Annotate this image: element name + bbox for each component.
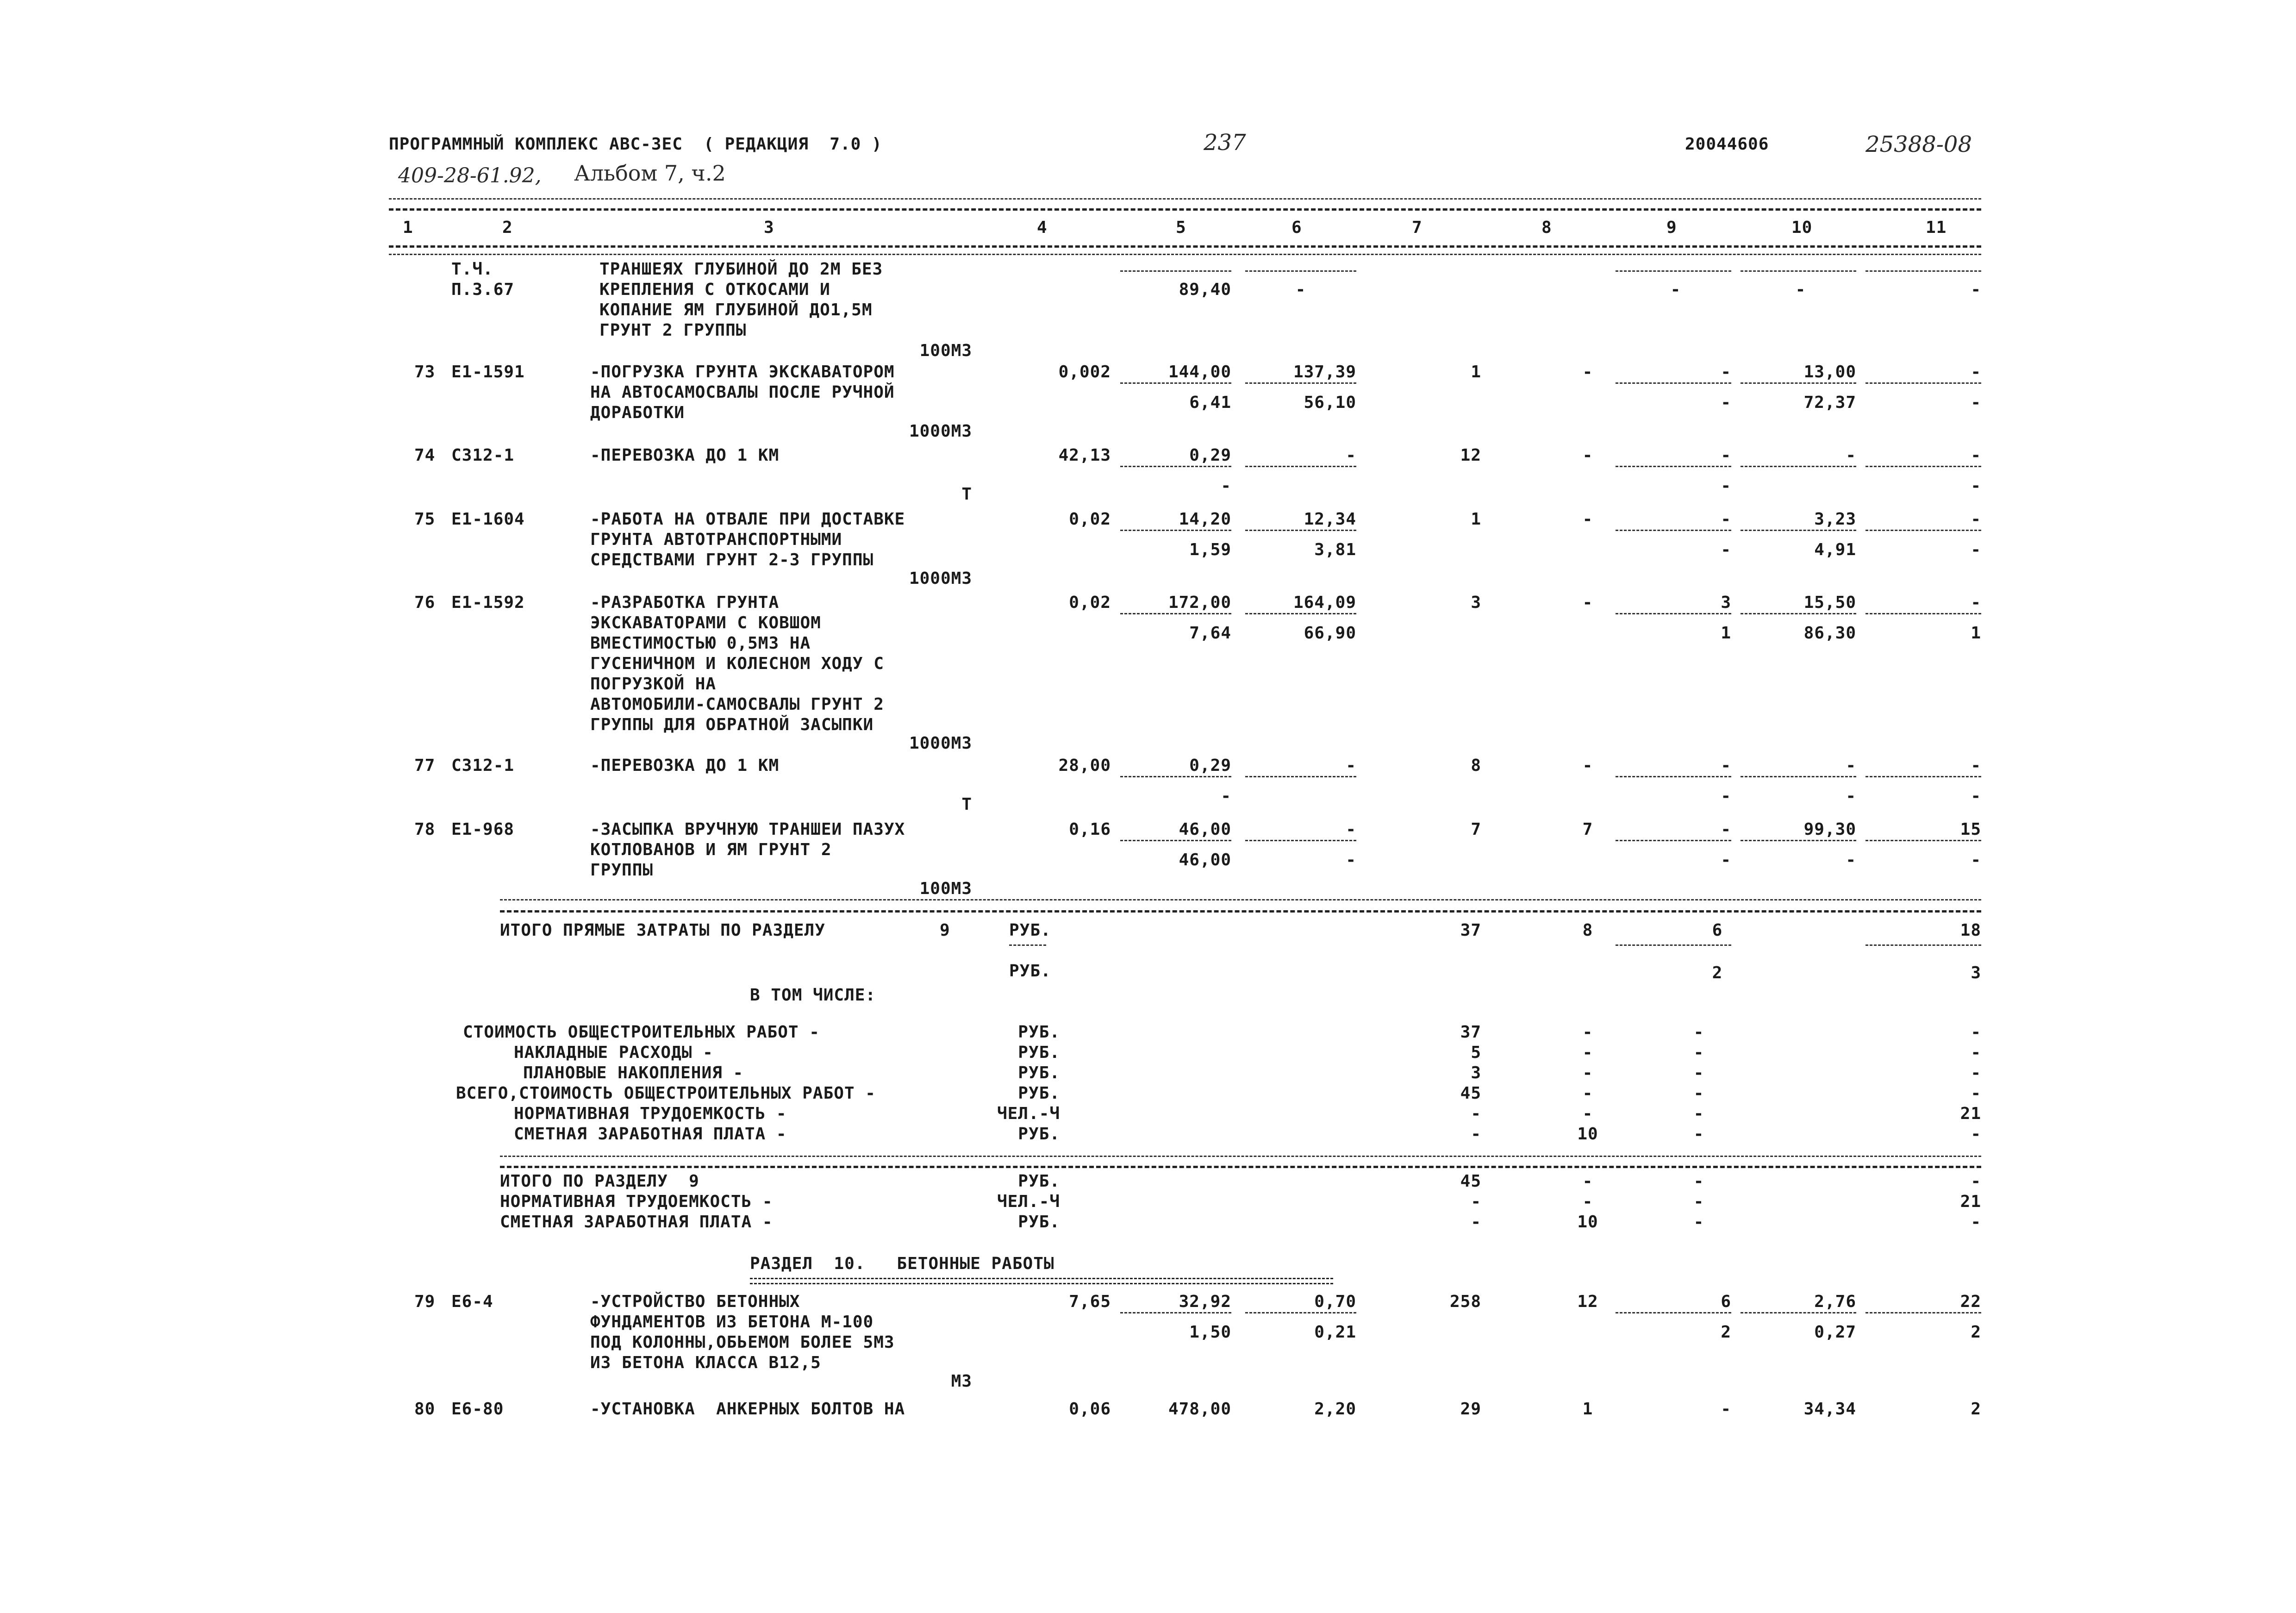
breakdown-col9: - [1693, 1084, 1704, 1103]
item-rule-6 [1245, 1312, 1356, 1313]
item-col6-price: 12,34 [1304, 510, 1356, 529]
item-rule-5 [1120, 530, 1231, 531]
item-description-line: -РАБОТА НА ОТВАЛЕ ПРИ ДОСТАВКЕ [590, 510, 905, 529]
item-quantity: 0,06 [1069, 1400, 1111, 1419]
total-direct-col7: 37 [1460, 921, 1481, 940]
item-col7: 258 [1449, 1292, 1481, 1311]
section-total-label: НОРМАТИВНАЯ ТРУДОЕМКОСТЬ - [500, 1192, 773, 1211]
item-col10-wage: 4,91 [1814, 540, 1856, 559]
item-col9: 6 [1721, 1292, 1731, 1311]
item-col6-price: 2,20 [1314, 1400, 1356, 1419]
item-col10: 2,76 [1814, 1292, 1856, 1311]
total-direct-col9b: 2 [1712, 963, 1723, 982]
cont-col11: - [1971, 280, 1981, 299]
section-total-col9: - [1693, 1213, 1704, 1232]
item-code: Е6-4 [451, 1292, 493, 1311]
item-col11: 15 [1960, 820, 1981, 839]
including-label: В ТОМ ЧИСЛЕ: [750, 986, 876, 1005]
item-col11-wage: - [1971, 393, 1981, 412]
item-col8: - [1582, 593, 1593, 612]
item-quantity: 7,65 [1069, 1292, 1111, 1311]
item-rule-9 [1616, 776, 1731, 777]
item-col8: - [1582, 756, 1593, 775]
item-col6-wage: - [1346, 850, 1356, 869]
item-col10: 15,50 [1803, 593, 1856, 612]
item-description-line: ГУСЕНИЧНОМ И КОЛЕСНОМ ХОДУ С [590, 654, 884, 673]
breakdown-col9: - [1693, 1043, 1704, 1062]
album-label: Альбом 7, ч.2 [574, 161, 726, 186]
header-rule-bottom-2 [389, 254, 1981, 255]
item-rule-10 [1741, 466, 1856, 467]
breakdown-col7: - [1471, 1104, 1481, 1123]
item-description-line: КОТЛОВАНОВ И ЯМ ГРУНТ 2 [590, 840, 832, 859]
breakdown-col9: - [1693, 1023, 1704, 1042]
item-code: С312-1 [451, 756, 515, 775]
item-col11: - [1971, 363, 1981, 381]
item-rule-5 [1120, 382, 1231, 384]
page-number: 237 [1204, 130, 1246, 156]
item-quantity: 28,00 [1058, 756, 1111, 775]
item-description-line: ДОРАБОТКИ [590, 403, 685, 422]
item-rule-6 [1245, 466, 1356, 467]
total-direct-col11a: 18 [1960, 921, 1981, 940]
total-direct-rule-11 [1866, 944, 1981, 946]
item-description-line: АВТОМОБИЛИ-САМОСВАЛЫ ГРУНТ 2 [590, 695, 884, 714]
item-description-line: ГРУНТА АВТОТРАНСПОРТНЫМИ [590, 530, 842, 549]
item-rule-6 [1245, 840, 1356, 841]
program-title: ПРОГРАММНЫЙ КОМПЛЕКС АВС-3ЕС ( РЕДАКЦИЯ 7.0 ) [389, 135, 882, 154]
total-direct-col8: 8 [1582, 921, 1593, 940]
column-number-7: 7 [1412, 218, 1423, 237]
item-col9-wage: - [1721, 787, 1731, 806]
breakdown-col8: - [1582, 1104, 1593, 1123]
breakdown-unit: РУБ. [1018, 1023, 1060, 1042]
item-number: 76 [414, 593, 436, 612]
breakdown-col11: - [1971, 1023, 1981, 1042]
item-rule-5 [1120, 776, 1231, 777]
item-col5-price: 478,00 [1168, 1400, 1231, 1419]
cont-unit: 100М3 [919, 341, 972, 360]
breakdown-unit: РУБ. [1018, 1084, 1060, 1103]
item-col6-price: - [1346, 756, 1356, 775]
section-total-col8: 10 [1577, 1213, 1598, 1232]
item-rule-5 [1120, 840, 1231, 841]
item-col9: - [1721, 756, 1731, 775]
item-col10: 99,30 [1803, 820, 1856, 839]
breakdown-col11: - [1971, 1125, 1981, 1144]
item-rule-6 [1245, 530, 1356, 531]
item-col8: - [1582, 446, 1593, 465]
item-description-line: -ЗАСЫПКА ВРУЧНУЮ ТРАНШЕИ ПАЗУХ [590, 820, 905, 839]
cont-rule-11 [1866, 270, 1981, 272]
column-number-2: 2 [502, 218, 513, 237]
item-col11-wage: - [1971, 540, 1981, 559]
total-direct-section: 9 [940, 921, 950, 940]
cont-description-line: ГРУНТ 2 ГРУППЫ [599, 321, 747, 340]
item-col10: - [1846, 756, 1856, 775]
item-rule-6 [1245, 776, 1356, 777]
item-rule-10 [1741, 776, 1856, 777]
item-col6-wage: 3,81 [1314, 540, 1356, 559]
item-col8: - [1582, 510, 1593, 529]
item-col10: 13,00 [1803, 363, 1856, 381]
item-unit: Т [961, 795, 972, 814]
item-rule-11 [1866, 776, 1981, 777]
item-description-line: ИЗ БЕТОНА КЛАССА В12,5 [590, 1353, 821, 1372]
breakdown-col9: - [1693, 1063, 1704, 1082]
item-col9-wage: - [1721, 476, 1731, 495]
cont-col10: - [1795, 280, 1806, 299]
breakdown-col11: - [1971, 1084, 1981, 1103]
breakdown-col8: 10 [1577, 1125, 1598, 1144]
section-total-col9: - [1693, 1172, 1704, 1191]
item-description-line: ВМЕСТИМОСТЬЮ 0,5М3 НА [590, 634, 811, 653]
breakdown-label: НОРМАТИВНАЯ ТРУДОЕМКОСТЬ - [514, 1104, 787, 1123]
item-description-line: -ПЕРЕВОЗКА ДО 1 КМ [590, 446, 780, 465]
total-direct-col11b: 3 [1971, 963, 1981, 982]
section-total-col11: - [1971, 1213, 1981, 1232]
item-rule-11 [1866, 530, 1981, 531]
item-rule-11 [1866, 382, 1981, 384]
item-col7: 1 [1471, 510, 1481, 529]
item-unit: 100М3 [919, 879, 972, 898]
item-col7: 1 [1471, 363, 1481, 381]
item-description-line: -ПЕРЕВОЗКА ДО 1 КМ [590, 756, 780, 775]
total-direct-unit-1: РУБ. [1009, 921, 1051, 940]
breakdown-col8: - [1582, 1084, 1593, 1103]
cont-item-code: П.3.67 [451, 280, 515, 299]
item-rule-10 [1741, 840, 1856, 841]
section-total-col7: - [1471, 1213, 1481, 1232]
breakdown-col8: - [1582, 1063, 1593, 1082]
breakdown-unit: ЧЕЛ.-Ч [997, 1104, 1060, 1123]
item-col9: - [1721, 1400, 1731, 1419]
column-number-8: 8 [1541, 218, 1552, 237]
item-quantity: 0,02 [1069, 510, 1111, 529]
item-col10-wage: - [1846, 787, 1856, 806]
item-col7: 7 [1471, 820, 1481, 839]
item-rule-9 [1616, 382, 1731, 384]
item-number: 75 [414, 510, 436, 529]
item-col11: 2 [1971, 1400, 1981, 1419]
item-code: С312-1 [451, 446, 515, 465]
item-col9: 3 [1721, 593, 1731, 612]
cont-rule-10 [1741, 270, 1856, 272]
breakdown-label: НАКЛАДНЫЕ РАСХОДЫ - [514, 1043, 713, 1062]
section-total-col11: - [1971, 1172, 1981, 1191]
item-col6-price: 0,70 [1314, 1292, 1356, 1311]
item-col10-wage: 72,37 [1803, 393, 1856, 412]
item-rule-5 [1120, 1312, 1231, 1313]
item-number: 79 [414, 1292, 436, 1311]
item-col7: 29 [1460, 1400, 1481, 1419]
item-col7: 3 [1471, 593, 1481, 612]
item-col9: - [1721, 446, 1731, 465]
cont-description-line: ТРАНШЕЯХ ГЛУБИНОЙ ДО 2М БЕЗ [599, 260, 883, 279]
item-description-line: ПОГРУЗКОЙ НА [590, 675, 717, 694]
item-col10: - [1846, 446, 1856, 465]
handwritten-reference: 409-28-61.92, [398, 164, 542, 188]
breakdown-label: ВСЕГО,СТОИМОСТЬ ОБЩЕСТРОИТЕЛЬНЫХ РАБОТ - [456, 1084, 876, 1103]
item-col9-wage: - [1721, 540, 1731, 559]
breakdown-col7: 5 [1471, 1043, 1481, 1062]
section-10-title: РАЗДЕЛ 10. БЕТОННЫЕ РАБОТЫ [750, 1254, 1054, 1273]
item-description-line: ФУНДАМЕНТОВ ИЗ БЕТОНА М-100 [590, 1313, 874, 1332]
item-rule-6 [1245, 613, 1356, 614]
item-col7: 8 [1471, 756, 1481, 775]
cont-item-number: Т.Ч. [451, 260, 493, 279]
item-col11: - [1971, 510, 1981, 529]
breakdown-rule-dotted [500, 1156, 1981, 1157]
item-code: Е1-1604 [451, 510, 525, 529]
cont-description-line: КРЕПЛЕНИЯ С ОТКОСАМИ И [599, 280, 830, 299]
column-number-6: 6 [1292, 218, 1302, 237]
item-col7: 12 [1460, 446, 1481, 465]
total-direct-unit-rule [1009, 944, 1046, 946]
total-direct-unit-2: РУБ. [1009, 962, 1051, 981]
breakdown-col8: - [1582, 1023, 1593, 1042]
item-col8: 1 [1582, 1400, 1593, 1419]
item-rule-10 [1741, 1312, 1856, 1313]
cont-description-line: КОПАНИЕ ЯМ ГЛУБИНОЙ ДО1,5М [599, 300, 873, 319]
item-col10-wage: - [1846, 850, 1856, 869]
item-col6-wage: 56,10 [1304, 393, 1356, 412]
item-description-line: ЭКСКАВАТОРАМИ С КОВШОМ [590, 613, 821, 632]
item-col8: - [1582, 363, 1593, 381]
item-rule-5 [1120, 613, 1231, 614]
item-col10-wage: 86,30 [1803, 624, 1856, 643]
section-total-col11: 21 [1960, 1192, 1981, 1211]
item-col11: 22 [1960, 1292, 1981, 1311]
item-col5-wage: 7,64 [1189, 624, 1231, 643]
total-direct-col9a: 6 [1712, 921, 1723, 940]
item-description-line: ГРУППЫ [590, 861, 654, 880]
item-rule-9 [1616, 530, 1731, 531]
breakdown-col9: - [1693, 1125, 1704, 1144]
section-total-unit: РУБ. [1018, 1213, 1060, 1232]
item-col9-wage: - [1721, 850, 1731, 869]
item-code: Е1-1591 [451, 363, 525, 381]
cont-rule-5 [1120, 270, 1231, 272]
item-col9-wage: 1 [1721, 624, 1731, 643]
section-total-col8: - [1582, 1172, 1593, 1191]
item-col6-price: 137,39 [1293, 363, 1356, 381]
breakdown-col8: - [1582, 1043, 1593, 1062]
item-col9: - [1721, 363, 1731, 381]
item-quantity: 0,16 [1069, 820, 1111, 839]
item-col5-wage: - [1221, 787, 1231, 806]
item-code: Е1-968 [451, 820, 515, 839]
item-rule-5 [1120, 466, 1231, 467]
item-col5-wage: - [1221, 476, 1231, 495]
cont-col9: - [1670, 280, 1681, 299]
breakdown-col7: - [1471, 1125, 1481, 1144]
breakdown-rule [500, 1166, 1981, 1168]
item-code: Е6-80 [451, 1400, 504, 1419]
item-rule-10 [1741, 530, 1856, 531]
item-unit: М3 [951, 1372, 972, 1391]
breakdown-label: ПЛАНОВЫЕ НАКОПЛЕНИЯ - [523, 1063, 744, 1082]
header-rule-dotted [389, 198, 1981, 200]
section-total-label: СМЕТНАЯ ЗАРАБОТНАЯ ПЛАТА - [500, 1213, 773, 1232]
item-col5-price: 46,00 [1179, 820, 1231, 839]
cont-col5: 89,40 [1179, 280, 1231, 299]
item-rule-11 [1866, 1312, 1981, 1313]
item-number: 73 [414, 363, 436, 381]
breakdown-col7: 37 [1460, 1023, 1481, 1042]
section-total-col7: 45 [1460, 1172, 1481, 1191]
cont-col6: - [1295, 280, 1306, 299]
item-description-line: НА АВТОСАМОСВАЛЫ ПОСЛЕ РУЧНОЙ [590, 383, 895, 402]
item-col5-wage: 1,50 [1189, 1323, 1231, 1342]
item-number: 78 [414, 820, 436, 839]
item-quantity: 0,02 [1069, 593, 1111, 612]
item-rule-9 [1616, 466, 1731, 467]
item-col5-price: 144,00 [1168, 363, 1231, 381]
breakdown-unit: РУБ. [1018, 1063, 1060, 1082]
item-quantity: 0,002 [1058, 363, 1111, 381]
item-unit: 1000М3 [909, 422, 972, 441]
item-col11: - [1971, 446, 1981, 465]
item-rule-11 [1866, 840, 1981, 841]
totals-rule [500, 910, 1981, 913]
item-col5-price: 172,00 [1168, 593, 1231, 612]
item-number: 74 [414, 446, 436, 465]
column-number-5: 5 [1176, 218, 1186, 237]
item-col11-wage: - [1971, 850, 1981, 869]
breakdown-col11: - [1971, 1063, 1981, 1082]
column-number-11: 11 [1926, 218, 1947, 237]
item-rule-9 [1616, 1312, 1731, 1313]
breakdown-label: СМЕТНАЯ ЗАРАБОТНАЯ ПЛАТА - [514, 1125, 787, 1144]
breakdown-unit: РУБ. [1018, 1125, 1060, 1144]
breakdown-col9: - [1693, 1104, 1704, 1123]
item-col10: 3,23 [1814, 510, 1856, 529]
item-col10: 34,34 [1803, 1400, 1856, 1419]
column-number-1: 1 [403, 218, 413, 237]
item-col6-price: - [1346, 446, 1356, 465]
item-description-line: -УСТРОЙСТВО БЕТОННЫХ [590, 1292, 800, 1311]
item-col9-wage: - [1721, 393, 1731, 412]
section-total-unit: ЧЕЛ.-Ч [997, 1192, 1060, 1211]
item-col5-price: 0,29 [1189, 446, 1231, 465]
item-rule-11 [1866, 613, 1981, 614]
item-col8: 12 [1577, 1292, 1598, 1311]
item-rule-11 [1866, 466, 1981, 467]
item-unit: Т [961, 485, 972, 504]
item-col5-wage: 6,41 [1189, 393, 1231, 412]
item-rule-10 [1741, 613, 1856, 614]
breakdown-label: СТОИМОСТЬ ОБЩЕСТРОИТЕЛЬНЫХ РАБОТ - [463, 1023, 820, 1042]
column-number-3: 3 [764, 218, 774, 237]
item-number: 77 [414, 756, 436, 775]
section-total-col7: - [1471, 1192, 1481, 1211]
item-col6-wage: 66,90 [1304, 624, 1356, 643]
item-description-line: ГРУППЫ ДЛЯ ОБРАТНОЙ ЗАСЫПКИ [590, 715, 874, 734]
item-description-line: -ПОГРУЗКА ГРУНТА ЭКСКАВАТОРОМ [590, 363, 895, 381]
item-col6-price: 164,09 [1293, 593, 1356, 612]
item-col5-wage: 46,00 [1179, 850, 1231, 869]
item-rule-10 [1741, 382, 1856, 384]
item-rule-9 [1616, 613, 1731, 614]
item-col11-wage: 1 [1971, 624, 1981, 643]
breakdown-unit: РУБ. [1018, 1043, 1060, 1062]
total-direct-label: ИТОГО ПРЯМЫЕ ЗАТРАТЫ ПО РАЗДЕЛУ [500, 921, 825, 940]
item-col9-wage: 2 [1721, 1323, 1731, 1342]
breakdown-col7: 45 [1460, 1084, 1481, 1103]
item-rule-6 [1245, 382, 1356, 384]
item-col9: - [1721, 510, 1731, 529]
item-col5-price: 14,20 [1179, 510, 1231, 529]
item-quantity: 42,13 [1058, 446, 1111, 465]
item-col11-wage: 2 [1971, 1323, 1981, 1342]
item-description-line: -УСТАНОВКА АНКЕРНЫХ БОЛТОВ НА [590, 1400, 905, 1419]
item-number: 80 [414, 1400, 436, 1419]
column-number-10: 10 [1791, 218, 1813, 237]
item-col11: - [1971, 593, 1981, 612]
item-description-line: СРЕДСТВАМИ ГРУНТ 2-3 ГРУППЫ [590, 550, 874, 569]
breakdown-col11: 21 [1960, 1104, 1981, 1123]
item-col8: 7 [1582, 820, 1593, 839]
item-col10-wage: 0,27 [1814, 1323, 1856, 1342]
column-number-4: 4 [1037, 218, 1048, 237]
item-description-line: -РАЗРАБОТКА ГРУНТА [590, 593, 780, 612]
breakdown-col7: 3 [1471, 1063, 1481, 1082]
item-col5-price: 32,92 [1179, 1292, 1231, 1311]
section-10-underline [750, 1278, 1333, 1284]
cont-rule-6 [1245, 270, 1356, 272]
item-col5-wage: 1,59 [1189, 540, 1231, 559]
item-unit: 1000М3 [909, 734, 972, 753]
item-col6-wage: 0,21 [1314, 1323, 1356, 1342]
item-col9: - [1721, 820, 1731, 839]
item-col6-price: - [1346, 820, 1356, 839]
item-col11-wage: - [1971, 787, 1981, 806]
section-total-unit: РУБ. [1018, 1172, 1060, 1191]
cont-rule-9 [1616, 270, 1731, 272]
item-col5-price: 0,29 [1189, 756, 1231, 775]
item-col11-wage: - [1971, 476, 1981, 495]
header-rule-top [389, 208, 1981, 211]
doc-number: 25388-08 [1866, 131, 1972, 157]
header-rule-bottom [389, 245, 1981, 248]
document-code: 20044606 [1685, 135, 1769, 154]
item-code: Е1-1592 [451, 593, 525, 612]
item-rule-9 [1616, 840, 1731, 841]
total-direct-rule-9 [1616, 944, 1731, 946]
section-total-col8: - [1582, 1192, 1593, 1211]
column-number-9: 9 [1666, 218, 1677, 237]
section-total-col9: - [1693, 1192, 1704, 1211]
item-unit: 1000М3 [909, 569, 972, 588]
item-description-line: ПОД КОЛОННЫ,ОБЬЕМОМ БОЛЕЕ 5М3 [590, 1333, 895, 1352]
totals-rule-dotted [500, 899, 1981, 900]
section-total-label: ИТОГО ПО РАЗДЕЛУ 9 [500, 1172, 699, 1191]
breakdown-col11: - [1971, 1043, 1981, 1062]
item-col11: - [1971, 756, 1981, 775]
